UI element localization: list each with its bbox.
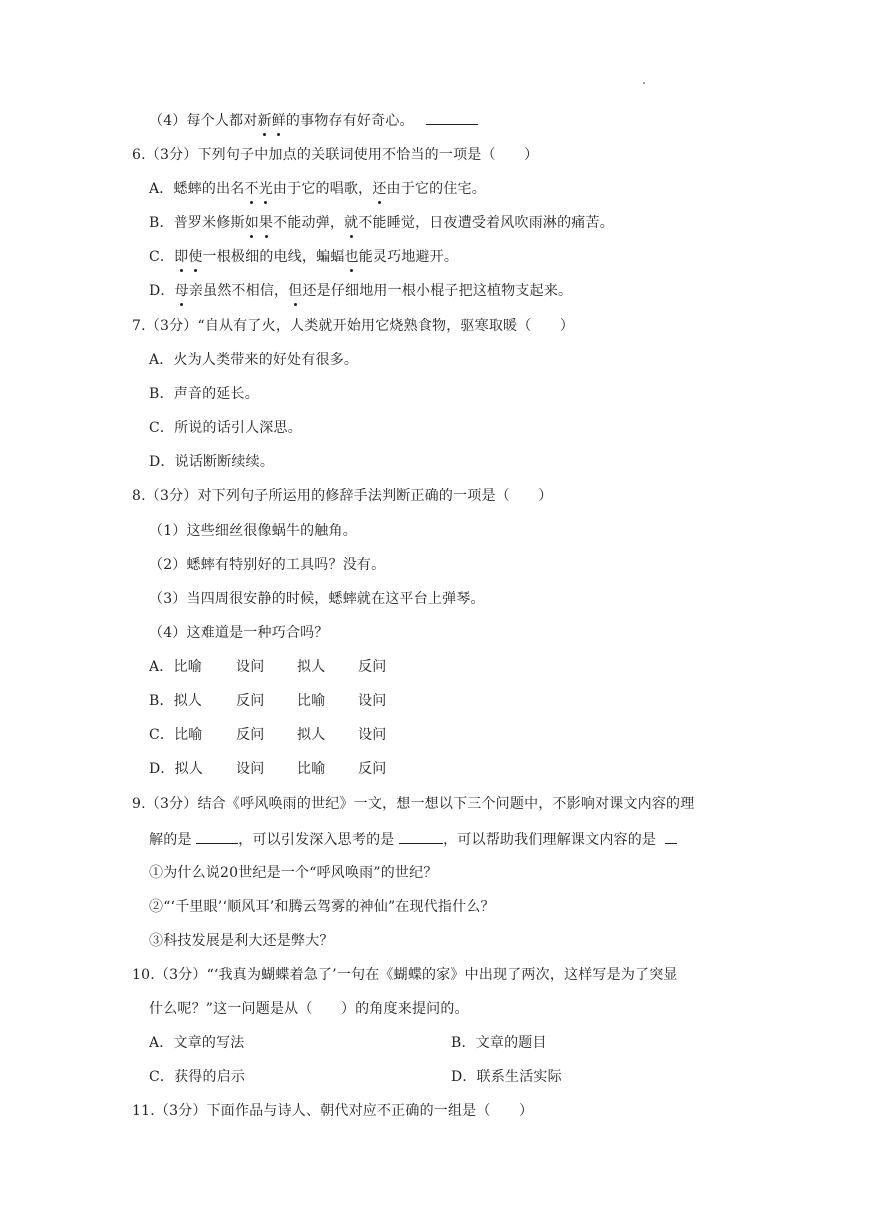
q6-d-dotted-1: 母 — [174, 283, 189, 299]
q9-text-b: ，可以引发深入思考的是 — [238, 832, 395, 848]
q11-stem: 11.（3分）下面作品与诗人、朝代对应不正确的一组是（ ） — [132, 1103, 534, 1119]
q8-b-term-4: 设问 — [358, 693, 387, 709]
q10-option-c[interactable]: C．获得的启示 — [149, 1069, 246, 1085]
q6-stem: 6.（3分）下列句子中加点的关联词使用不恰当的一项是（ ） — [132, 147, 539, 163]
q8-option-a[interactable] — [149, 657, 386, 677]
q6-option-b[interactable] — [149, 213, 614, 233]
q5-item-4-dotted-char-2: 鲜 — [271, 113, 286, 129]
q8-a-term-3: 拟人 — [297, 659, 326, 675]
q6-b-text-3: 不能睡觉，日夜遭受着风吹雨淋的痛苦。 — [358, 215, 614, 231]
q6-b-dotted-1: 如 — [244, 215, 259, 231]
q8-a-term-1: A．比喻 — [149, 659, 202, 675]
q9-blank-1[interactable] — [196, 829, 238, 844]
q5-item-4-suffix: 的事物存有好奇心。 — [285, 113, 414, 129]
q6-option-d[interactable] — [149, 281, 572, 301]
q9-text-a: 解的是 — [149, 832, 192, 848]
q9-stem-line-2 — [149, 829, 677, 850]
q6-a-text-1: A．蟋蟀的出名 — [149, 181, 245, 197]
q8-item-2: （2）蟋蟀有特别好的工具吗？没有。 — [149, 557, 386, 573]
q8-c-term-3: 拟人 — [297, 727, 326, 743]
q8-d-term-1: D．拟人 — [149, 761, 204, 777]
q9-blank-3[interactable] — [665, 829, 677, 844]
q6-b-dotted-2: 果 — [258, 215, 274, 231]
q8-a-term-2: 设问 — [236, 659, 265, 675]
q9-item-3: ③科技发展是利大还是弊大？ — [149, 933, 334, 949]
q10-option-b[interactable]: B．文章的题目 — [451, 1035, 547, 1051]
q9-stem-line-1: 9.（3分）结合《呼风唤雨的世纪》一文，想一想以下三个问题中，不影响对课文内容的理 — [132, 796, 695, 812]
q7-option-c[interactable]: C．所说的话引人深思。 — [149, 420, 302, 436]
q8-c-term-1: C．比喻 — [149, 727, 203, 743]
q8-item-3: （3）当四周很安静的时候，蟋蟀就在这平台上弹琴。 — [149, 591, 485, 607]
q5-item-4-answer-blank[interactable] — [426, 110, 478, 125]
q10-option-d[interactable]: D．联系生活实际 — [451, 1069, 562, 1085]
q7-stem: 7.（3分）“自从有了火，人类就开始用它烧熟食物，驱寒取暖（ ） — [132, 318, 575, 334]
q9-text-c: ，可以帮助我们理解课文内容的是 — [443, 832, 657, 848]
q9-item-2: ②“‘千里眼’‘顺风耳’和腾云驾雾的神仙”在现代指什么？ — [149, 899, 495, 915]
q6-c-dotted-3: 也 — [344, 249, 359, 265]
stray-dot — [643, 82, 645, 84]
q10-stem-line-1: 10.（3分）“‘我真为蝴蝶着急了’一句在《蝴蝶的家》中出现了两次，这样写是为了突显 — [132, 967, 678, 983]
q5-item-4-dotted-char-1: 新 — [257, 113, 272, 129]
q8-d-term-2: 设问 — [236, 761, 265, 777]
q8-option-b[interactable] — [149, 691, 386, 711]
q6-c-dotted-1: 即 — [174, 249, 189, 265]
q10-stem-line-2: 什么呢？”这一问题是从（ ）的角度来提问的。 — [149, 1001, 469, 1017]
q6-option-c[interactable] — [149, 247, 458, 267]
q5-item-4-prefix: （4）每个人都对 — [149, 113, 258, 129]
q8-c-term-2: 反问 — [236, 727, 265, 743]
q6-c-text-1: C． — [149, 249, 175, 265]
q6-b-text-1: B．普罗米修斯 — [149, 215, 245, 231]
q8-c-term-4: 设问 — [358, 727, 387, 743]
q6-d-text-2: 亲虽然不相信， — [188, 283, 289, 299]
q8-option-c[interactable] — [149, 725, 386, 745]
q8-item-1: （1）这些细丝很像蜗牛的触角。 — [149, 523, 357, 539]
q7-option-b[interactable]: B．声音的延长。 — [149, 386, 259, 402]
q9-blank-2[interactable] — [399, 829, 443, 844]
q6-a-dotted-3: 还 — [372, 181, 387, 197]
q6-a-dotted-1: 不 — [244, 181, 259, 197]
q6-b-dotted-3: 就 — [344, 215, 359, 231]
q6-c-dotted-2: 使 — [188, 249, 203, 265]
q9-item-1: ①为什么说20世纪是一个“呼风唤雨”的世纪？ — [149, 865, 438, 881]
q6-d-text-1: D． — [149, 283, 175, 299]
q6-b-text-2: 不能动弹， — [273, 215, 345, 231]
q6-a-dotted-2: 光 — [258, 181, 273, 197]
q8-item-4: （4）这难道是一种巧合吗？ — [149, 625, 329, 641]
q8-a-term-4: 反问 — [358, 659, 387, 675]
q8-option-d[interactable] — [149, 759, 386, 779]
q5-item-4 — [149, 110, 478, 131]
q6-d-dotted-2: 但 — [288, 283, 303, 299]
q8-d-term-3: 比喻 — [297, 761, 326, 777]
q7-option-d[interactable]: D．说话断断续续。 — [149, 454, 275, 470]
q8-b-term-2: 反问 — [236, 693, 265, 709]
q10-option-a[interactable]: A．文章的写法 — [149, 1035, 245, 1051]
q6-c-text-3: 能灵巧地避开。 — [358, 249, 459, 265]
q6-option-a[interactable] — [149, 179, 486, 199]
q8-stem: 8.（3分）对下列句子所运用的修辞手法判断正确的一项是（ ） — [132, 488, 553, 504]
q8-b-term-3: 比喻 — [297, 693, 326, 709]
q8-b-term-1: B．拟人 — [149, 693, 203, 709]
q6-a-text-2: 由于它的唱歌， — [272, 181, 373, 197]
q6-d-text-3: 还是仔细地用一根小棍子把这植物支起来。 — [302, 283, 573, 299]
q8-d-term-4: 反问 — [358, 761, 387, 777]
q6-c-text-2: 一根极细的电线，蝙蝠 — [202, 249, 345, 265]
q7-option-a[interactable]: A．火为人类带来的好处有很多。 — [149, 352, 359, 368]
q6-a-text-3: 由于它的住宅。 — [386, 181, 486, 197]
